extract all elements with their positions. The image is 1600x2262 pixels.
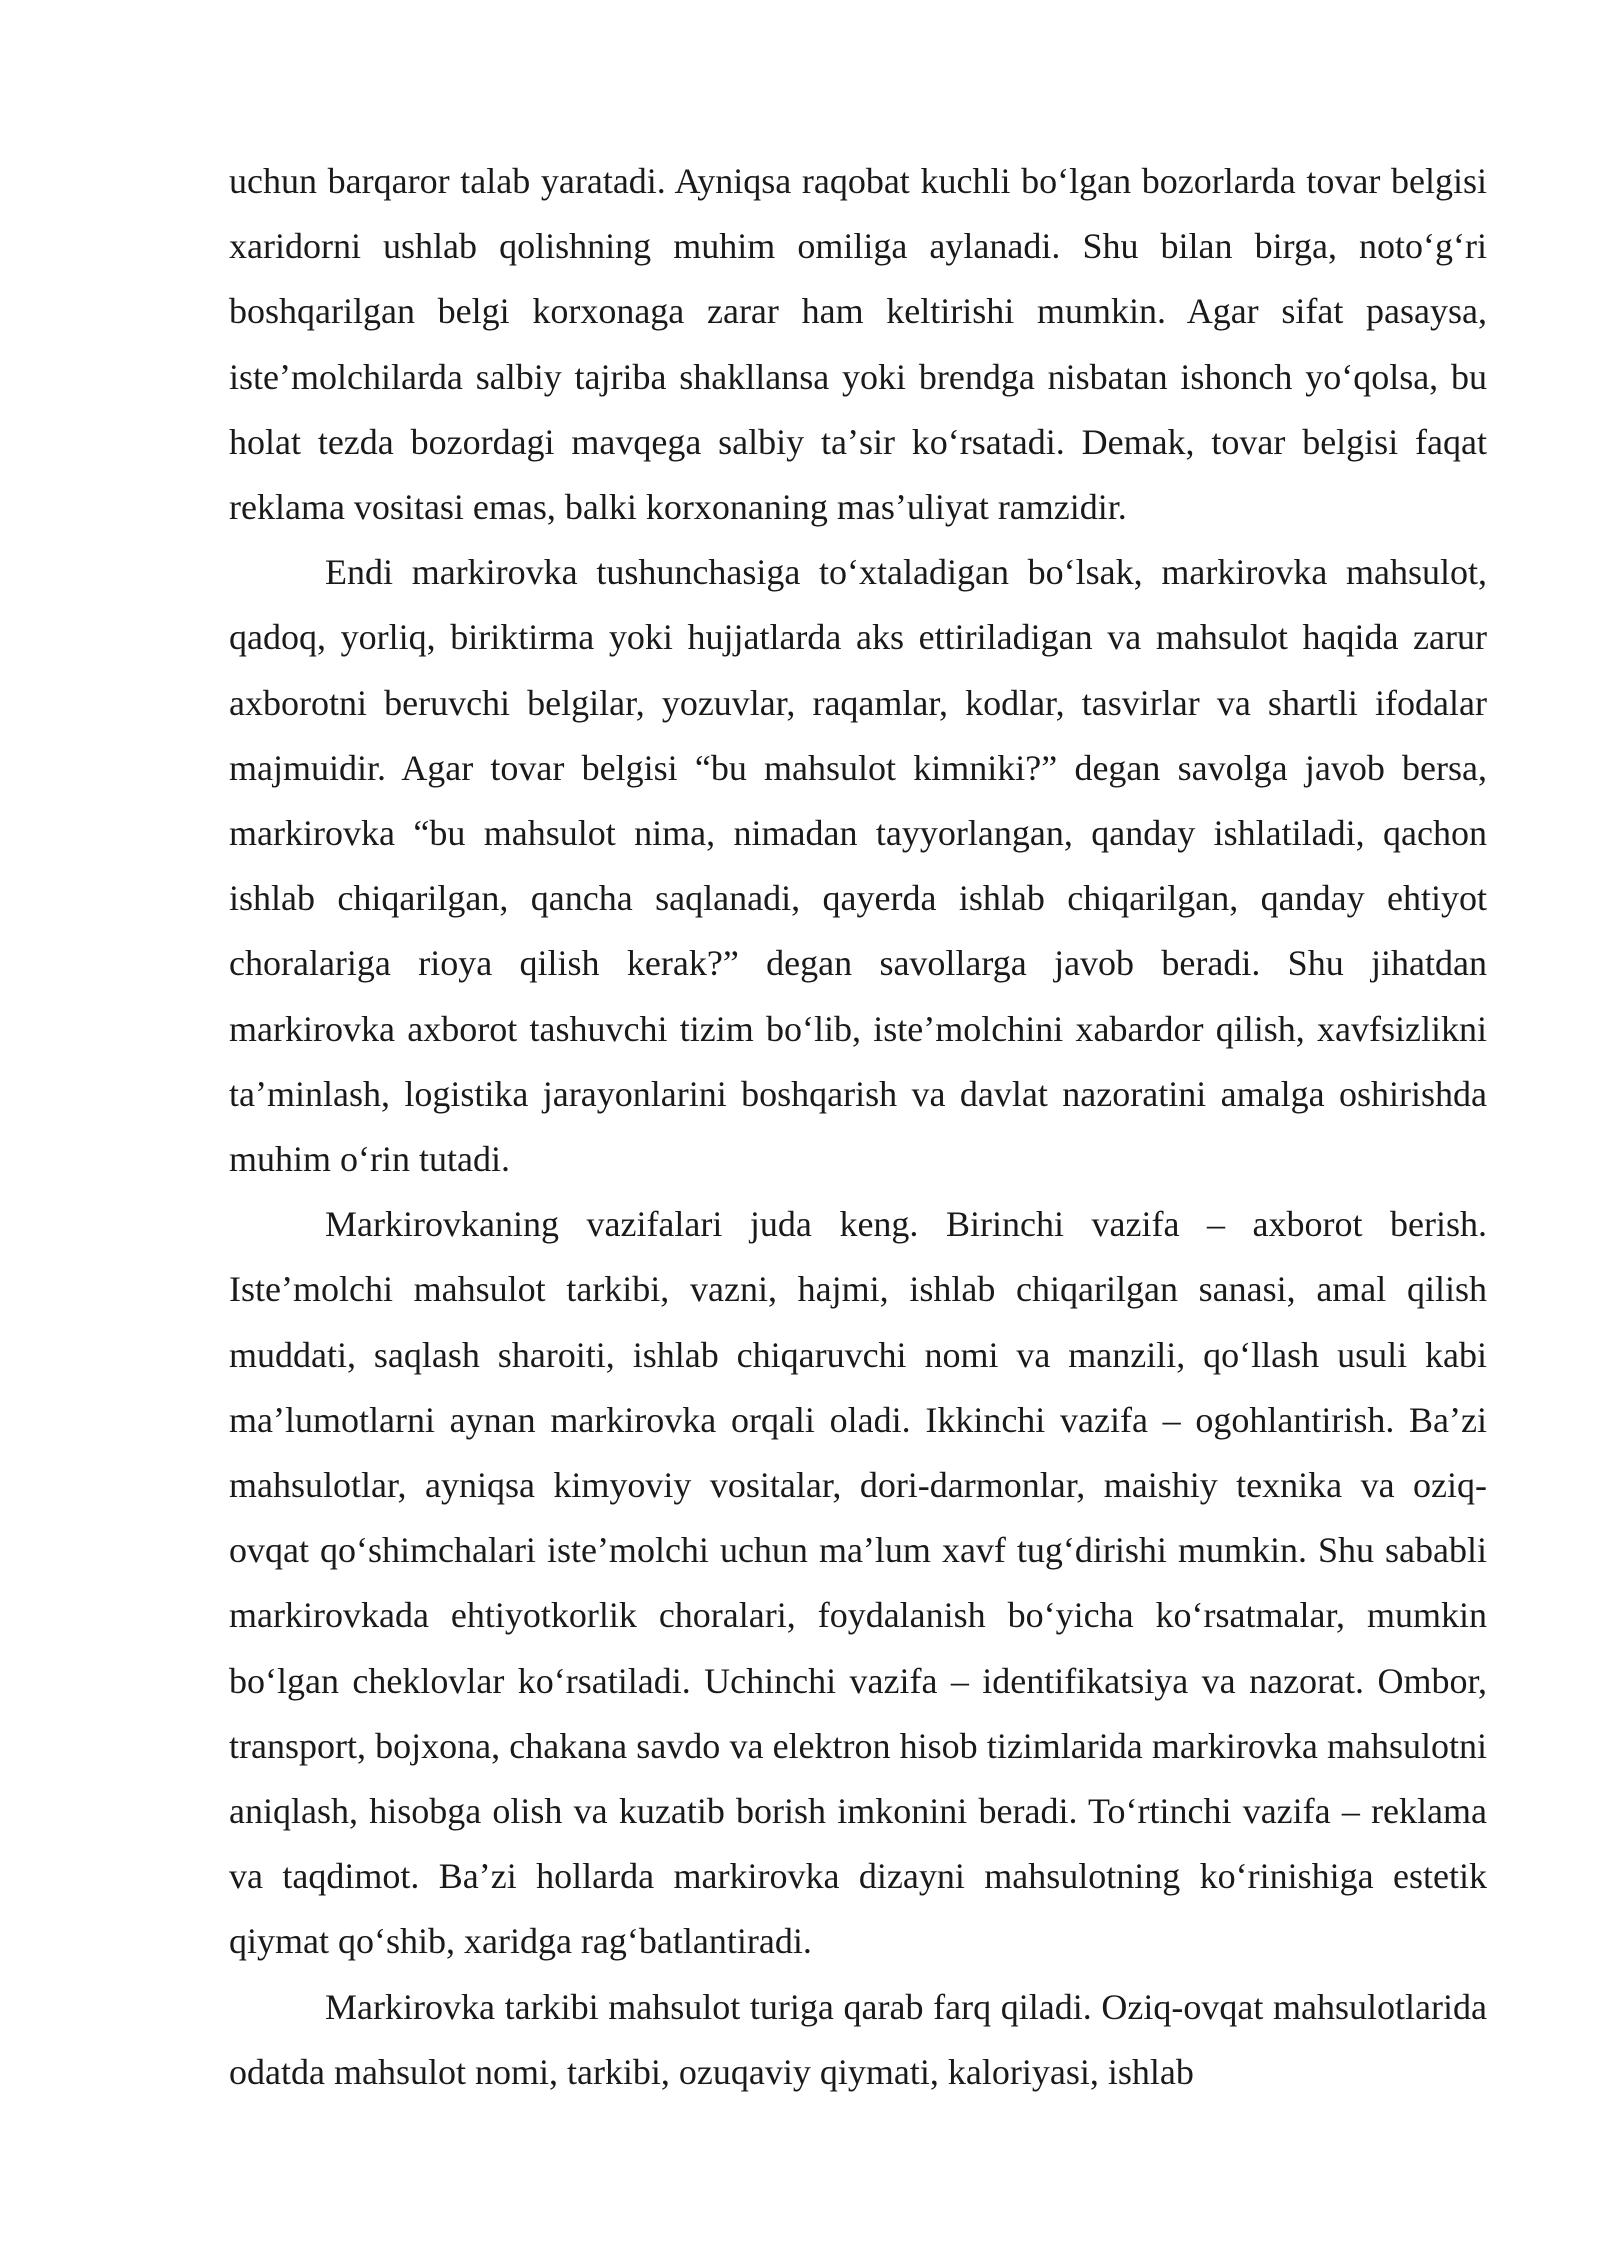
paragraph-continuation: uchun barqaror talab yaratadi. Ayniqsa raqobat kuchli boʻlgan bozorlarda tovar belgisi xaridorni ushlab qolishning muhim omiliga aylanadi. Shu bilan birga, notoʻgʻri boshqarilgan belgi korxonaga zarar ham keltirishi mumkin. Agar sifat pasaysa, isteʼmolchilarda salbiy tajriba shakllansa yoki brendga nisbatan ishonch yoʻqolsa, bu holat tezda bozordagi mavqega salbiy taʼsir koʻrsatadi. Demak, tovar belgisi faqat reklama vositasi emas, balki korxonaning masʼuliyat ramzidir. bbox=[229, 161, 1487, 528]
paragraph-marking-functions: Markirovkaning vazifalari juda keng. Birinchi vazifa – axborot berish. Isteʼmolchi mahsulot tarkibi, vazni, hajmi, ishlab chiqarilgan sanasi, amal qilish muddati, saqlash sharoiti, ishlab chiqaruvchi nomi va manzili, qoʻllash usuli kabi maʼlumotlarni aynan markirovka orqali oladi. Ikkinchi vazifa – ogohlantirish. Baʼzi mahsulotlar, ayniqsa kimyoviy vositalar, dori-darmonlar, maishiy texnika va oziq-ovqat qoʻshimchalari isteʼmolchi uchun maʼlum xavf tugʻdirishi mumkin. Shu sababli markirovkada ehtiyotkorlik choralari, foydalanish boʻyicha koʻrsatmalar, mumkin boʻlgan cheklovlar koʻrsatiladi. Uchinchi vazifa – identifikatsiya va nazorat. Ombor, transport, bojxona, chakana savdo va elektron hisob tizimlarida markirovka mahsulotni aniqlash, hisobga olish va kuzatib borish imkonini beradi. Toʻrtinchi vazifa – reklama va taqdimot. Baʼzi hollarda markirovka dizayni mahsulotning koʻrinishiga estetik qiymat qoʻshib, xaridga ragʻbatlantiradi. bbox=[229, 1204, 1487, 1962]
body-text bbox=[229, 149, 1487, 2105]
paragraph-marking-definition: Endi markirovka tushunchasiga toʻxtaladigan boʻlsak, markirovka mahsulot, qadoq, yorliq, biriktirma yoki hujjatlarda aks ettiriladigan va mahsulot haqida zarur axborotni beruvchi belgilar, yozuvlar, raqamlar, kodlar, tasvirlar va shartli ifodalar majmuidir. Agar tovar belgisi “bu mahsulot kimniki?” degan savolga javob bersa, markirovka “bu mahsulot nima, nimadan tayyorlangan, qanday ishlatiladi, qachon ishlab chiqarilgan, qancha saqlanadi, qayerda ishlab chiqarilgan, qanday ehtiyot choralariga rioya qilish kerak?” degan savollarga javob beradi. Shu jihatdan markirovka axborot tashuvchi tizim boʻlib, isteʼmolchini xabardor qilish, xavfsizlikni taʼminlash, logistika jarayonlarini boshqarish va davlat nazoratini amalga oshirishda muhim oʻrin tutadi. bbox=[229, 552, 1487, 1180]
paragraph-marking-content: Markirovka tarkibi mahsulot turiga qarab farq qiladi. Oziq-ovqat mahsulotlarida odatda mahsulot nomi, tarkibi, ozuqaviy qiymati, kaloriyasi, ishlab bbox=[229, 1986, 1487, 2092]
